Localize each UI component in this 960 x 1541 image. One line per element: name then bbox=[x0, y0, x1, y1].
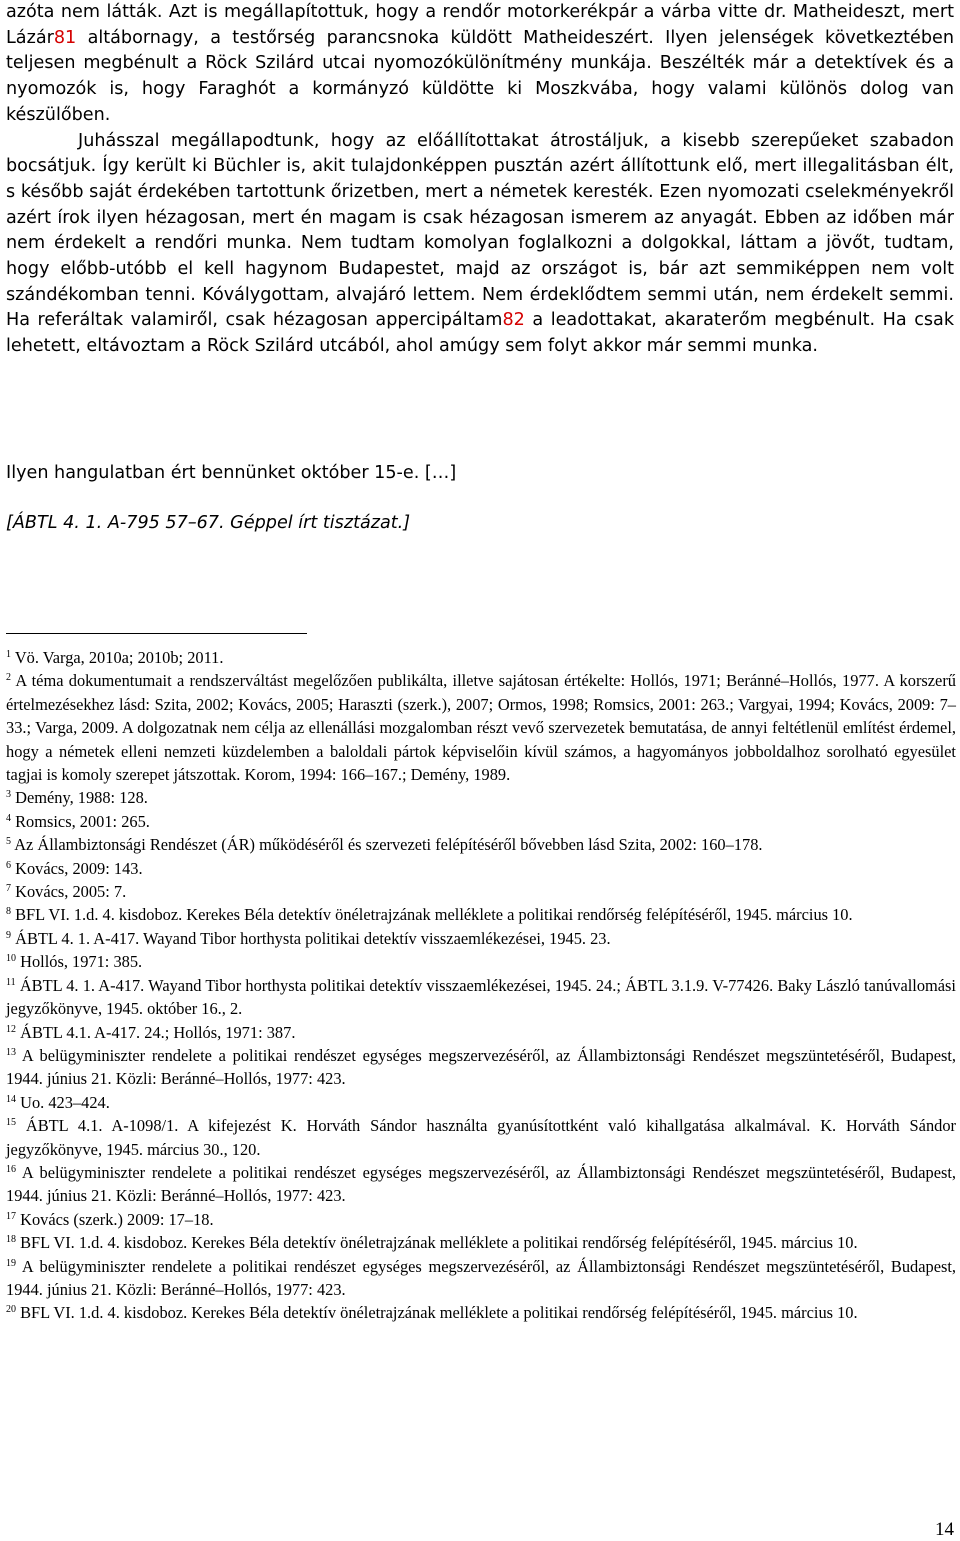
footnote-number: 17 bbox=[6, 1210, 16, 1222]
footnote-text: ÁBTL 4.1. A-1098/1. A kifejezést K. Horváth Sándor használta gyanúsítottként való kihallgatása alkalmával. K. Horváth Sándor jegyzőkönyve, 1945. március 30., 120. bbox=[6, 1116, 956, 1159]
footnote-text: BFL VI. 1.d. 4. kisdoboz. Kerekes Béla detektív önéletrajzának melléklete a politikai rendőrség felépítéséről, 1945. március 10. bbox=[20, 1233, 858, 1253]
page-number: 14 bbox=[935, 1519, 954, 1540]
paragraph-1-text-b: altábornagy, a testőrség parancsnoka küldött Matheideszért. Ilyen jelenségek következtében teljesen megbénult a Röck Szilárd utcai nyomozókülönítmény munkája. Beszélték már a detektívek és a nyomozók is, hogy Faraghót a kormányzó küldötte ki Moszkvába, hogy valami különös dolog van készülőben. bbox=[6, 27, 954, 125]
reference-marker-81[interactable]: 81 bbox=[53, 27, 77, 48]
footnote-text: Hollós, 1971: 385. bbox=[20, 952, 143, 972]
closing-line: Ilyen hangulatban ért bennünket október 15-e. […] bbox=[6, 463, 457, 483]
footnote-number: 8 bbox=[6, 906, 11, 918]
footnote-9 bbox=[6, 927, 956, 950]
main-text bbox=[6, 0, 954, 360]
footnote-number: 15 bbox=[6, 1117, 16, 1129]
footnote-text: ÁBTL 4. 1. A-417. Wayand Tibor horthysta politikai detektív visszaemlékezései, 1945. 24.; ÁBTL 3.1.9. V-77426. Baky László tanúvallomási jegyzőkönyve, 1945. október 16., 2. bbox=[6, 975, 956, 1019]
footnote-number: 9 bbox=[6, 929, 11, 941]
footnote-text: Az Állambiztonsági Rendészet (ÁR) működéséről és szervezeti felépítéséről bővebben lásd Szita, 2002: 160–178. bbox=[14, 835, 763, 855]
footnote-number: 19 bbox=[6, 1257, 16, 1269]
footnote-1 bbox=[6, 646, 956, 669]
paragraph-2-text-a: Juhásszal megállapodtunk, hogy az előállítottakat átrostáljuk, a kisebb szerepűeket szabadon bocsátjuk. Így került ki Büchler is, akit tulajdonképpen pusztán azért állítottunk elő, mert illegalitásban élt, s később saját érdekében tartottunk őrizetben, mert a németek keresték. Ezen nyomozati cselekményekről azért írok ilyen hézagosan, mert én magam is csak hézagosan ismerem az anyagát. Ebben az időben már nem érdekelt a rendőri munka. Nem tudtam komolyan foglalkozni a dolgokkal, láttam a jövőt, tudtam, hogy előbb-utóbb el kell hagynom Budapestet, majd az országot is, bár azt semmiképpen nem volt szándékomban tenni. Kóválygottam, alvajáró lettem. Nem érdeklődtem semmi után, nem érdekelt semmi. Ha referáltak valamiről, csak hézagosan appercipáltam bbox=[6, 130, 954, 331]
reference-marker-82[interactable]: 82 bbox=[502, 310, 525, 331]
footnote-text: A téma dokumentumait a rendszerváltást megelőzően publikálta, illetve sajátosan értékelte: Hollós, 1971; Beránné–Hollós, 1977. A korszerű értelmezésekhez lásd: Szita, 2002; Kovács, 2005; Haraszti (szerk.), 2007; Ormos, 1998; Romsics, 2001: 263.; Vargyai, 1994; Kovács, 2009: 7–33.; Varga, 2009. A dolgozatnak nem célja az ellenállási mozgalomban részt vevő szervezetek bemutatása, de annyi feltétlenül említést érdemel, hogy a németek elleni nemzeti küzdelemben a baloldali pártok képviselőin kívül számos, a hagyományos jobboldalhoz sorolható egyesület tagjai is komoly szerepet játszottak. Korom, 1994: 166–167.; Demény, 1989. bbox=[6, 671, 956, 785]
footnote-number: 12 bbox=[6, 1023, 16, 1035]
footnote-number: 13 bbox=[6, 1046, 16, 1058]
footnote-text: Kovács, 2005: 7. bbox=[15, 882, 127, 902]
footnote-text: Romsics, 2001: 265. bbox=[15, 811, 150, 831]
footnote-number: 2 bbox=[6, 672, 11, 684]
footnote-number: 20 bbox=[6, 1304, 16, 1316]
footnote-text: Kovács (szerk.) 2009: 17–18. bbox=[20, 1209, 214, 1229]
footnote-text: A belügyminiszter rendelete a politikai rendészet egységes megszervezéséről, az Állambiztonsági Rendészet megszüntetéséről, Budapest, 1944. június 21. Közli: Beránné–Hollós, 1977: 423. bbox=[6, 1045, 956, 1089]
footnote-text: Vö. Varga, 2010a; 2010b; 2011. bbox=[14, 648, 224, 667]
footnote-number: 11 bbox=[6, 976, 16, 988]
footnote-15 bbox=[6, 1114, 956, 1161]
footnote-12 bbox=[6, 1021, 956, 1044]
footnote-6 bbox=[6, 857, 956, 880]
footnote-text: BFL VI. 1.d. 4. kisdoboz. Kerekes Béla detektív önéletrajzának melléklete a politikai rendőrség felépítéséről, 1945. március 10. bbox=[20, 1303, 858, 1323]
footnote-14 bbox=[6, 1091, 956, 1114]
footnote-number: 1 bbox=[6, 649, 11, 660]
footnote-number: 16 bbox=[6, 1163, 16, 1175]
footnote-number: 4 bbox=[6, 812, 11, 824]
footnote-17 bbox=[6, 1208, 956, 1231]
footnote-3 bbox=[6, 786, 956, 809]
footnote-text: Kovács, 2009: 143. bbox=[15, 858, 143, 878]
footnote-text: Demény, 1988: 128. bbox=[15, 788, 148, 808]
footnote-text: ÁBTL 4. 1. A-417. Wayand Tibor horthysta politikai detektív visszaemlékezései, 1945. 23. bbox=[15, 928, 611, 948]
footnote-19 bbox=[6, 1255, 956, 1302]
paragraph-1 bbox=[6, 0, 954, 129]
footnote-8 bbox=[6, 903, 956, 926]
footnote-number: 10 bbox=[6, 953, 16, 965]
paragraph-2 bbox=[6, 129, 954, 360]
footnote-text: A belügyminiszter rendelete a politikai rendészet egységes megszervezéséről, az Állambiztonsági Rendészet megszüntetéséről, Budapest, 1944. június 21. Közli: Beránné–Hollós, 1977: 423. bbox=[6, 1256, 956, 1299]
footnote-number: 14 bbox=[6, 1093, 16, 1105]
footnote-16 bbox=[6, 1161, 956, 1208]
footnote-text: BFL VI. 1.d. 4. kisdoboz. Kerekes Béla detektív önéletrajzának melléklete a politikai rendőrség felépítéséről, 1945. március 10. bbox=[15, 905, 853, 925]
footnote-number: 18 bbox=[6, 1234, 16, 1246]
footnote-text: ÁBTL 4.1. A-417. 24.; Hollós, 1971: 387. bbox=[20, 1022, 296, 1042]
footnote-text: Uo. 423–424. bbox=[20, 1092, 110, 1112]
footnote-number: 5 bbox=[6, 836, 11, 848]
footnote-separator bbox=[6, 633, 307, 634]
footnote-13 bbox=[6, 1044, 956, 1091]
paragraph-1-text-a: azóta nem látták. Azt is megállapítottuk, hogy a rendőr motorkerékpár a várba vitte dr. Matheideszt, mert Lázár bbox=[6, 2, 954, 48]
footnote-number: 7 bbox=[6, 883, 11, 895]
footnote-5 bbox=[6, 833, 956, 856]
footnote-10 bbox=[6, 950, 956, 973]
footnote-text: A belügyminiszter rendelete a politikai rendészet egységes megszervezéséről, az Állambiztonsági Rendészet megszüntetéséről, Budapest, 1944. június 21. Közli: Beránné–Hollós, 1977: 423. bbox=[6, 1162, 956, 1206]
footnote-2 bbox=[6, 669, 956, 786]
footnote-18 bbox=[6, 1231, 956, 1254]
footnote-number: 3 bbox=[6, 789, 11, 801]
footnote-4 bbox=[6, 810, 956, 833]
footnote-20 bbox=[6, 1301, 956, 1324]
footnote-list bbox=[6, 646, 956, 1325]
paragraph-2-text-b: a leadottakat, akaraterőm megbénult. Ha csak lehetett, eltávoztam a Röck Szilárd utcából, ahol amúgy sem folyt akkor már semmi munka. bbox=[6, 310, 955, 357]
footnote-7 bbox=[6, 880, 956, 903]
footnote-11 bbox=[6, 974, 956, 1021]
source-citation: [ÁBTL 4. 1. A-795 57–67. Géppel írt tisztázat.] bbox=[6, 513, 411, 533]
footnote-number: 6 bbox=[6, 859, 11, 871]
